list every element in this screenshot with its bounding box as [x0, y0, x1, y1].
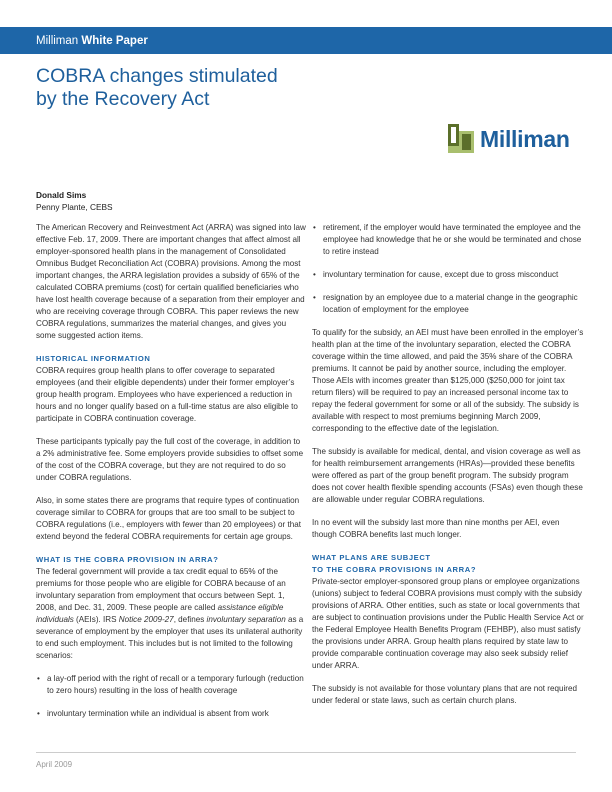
- milliman-logo-mark-icon: [448, 124, 474, 153]
- scenario-list-right: [312, 222, 584, 316]
- logo-wordmark: Milliman: [480, 126, 570, 152]
- list-item: [312, 222, 584, 258]
- provision-paragraph: [36, 566, 306, 662]
- milliman-logo: [448, 124, 578, 154]
- plans-paragraph: Private-sector employer-sponsored group plans or employee organizations (unions) subject to federal COBRA provisions must comply with the subsidy provisions of ARRA. Other entities, such as state or local governments that are subject to continuation provisions under the Public Health Service Act or the Federal Employee Health Benefits Program (FEHBP), also must satisfy the provisions under ARRA. Group health plans required by state law to provide comparable continuation coverage may also seek subsidy relief under ARRA.: [312, 577, 584, 670]
- footer-divider: [36, 752, 576, 753]
- list-item-text: resignation by an employee due to a material change in the geographic location of employment for the employee: [323, 293, 578, 314]
- provision-notice-ref: Notice 2009-27: [118, 615, 174, 624]
- qualify-paragraph: To qualify for the subsidy, an AEI must have been enrolled in the employer’s health plan at the time of the involuntary separation, elected the COBRA coverage within the time allowed, and paid the 35% share of the COBRA premiums. It cannot be paid by another source, including the employer. Those AEIs with incomes greater than $125,000 ($250,000 for joint tax return filers) will be required to pay an increased personal income tax to repay the federal government for some or all of the subsidy. The subsidy is available with respect to most premiums beginning March 2009, corresponding to the effective date of the legislation.: [312, 328, 584, 433]
- list-item-text: retirement, if the employer would have terminated the employee and the employee had knowledge that he or she would be terminated and chose to retire instead: [323, 223, 582, 256]
- provision-text-b: (AEIs). IRS: [73, 615, 119, 624]
- title-line-1: COBRA changes stimulated: [36, 65, 278, 87]
- author-2: Penny Plante, CEBS: [36, 202, 113, 212]
- footer-date: April 2009: [36, 760, 73, 769]
- list-item: [36, 708, 306, 720]
- heading-plans-line-2: TO THE COBRA PROVISIONS IN ARRA?: [312, 565, 477, 574]
- heading-provision: WHAT IS THE COBRA PROVISION IN ARRA?: [36, 555, 219, 564]
- bullet-icon: •: [313, 293, 316, 302]
- heading-plans: [312, 552, 584, 576]
- provision-text-c: , defines: [173, 615, 207, 624]
- provision-text-a: The federal government will provide a tax credit equal to 65% of the premiums for those people who are eligible for COBRA because of an involuntary separation from employment that occurs between Sept. 1, 2008, and Dec. 31, 2009. These people are called: [36, 567, 286, 612]
- list-item: [36, 673, 306, 697]
- left-column: [36, 222, 306, 731]
- list-item: [312, 292, 584, 316]
- historical-paragraph-2: These participants typically pay the full cost of the coverage, in addition to a 2% administrative fee. Some employers provide subsidies to offset some of the cost of the COBRA coverage, but they are not required to do so under COBRA regulations.: [36, 437, 304, 482]
- voluntary-plans-paragraph: The subsidy is not available for those voluntary plans that are not required under federal or state laws, such as certain church plans.: [312, 684, 577, 705]
- header-label: [36, 35, 148, 48]
- bullet-icon: •: [313, 270, 316, 279]
- authors: [36, 189, 113, 213]
- header-brand: Milliman: [36, 35, 79, 47]
- list-item: [312, 269, 584, 281]
- list-item-text: a lay-off period with the right of recall or a temporary furlough (reduction to zero hours) resulting in the loss of health coverage: [47, 674, 304, 695]
- heading-plans-line-1: WHAT PLANS ARE SUBJECT: [312, 553, 431, 562]
- provision-text-d: as a severance of employment by the employer that uses its unilateral authority to end such employment. This includes but is not limited to the following scenarios:: [36, 615, 304, 660]
- duration-paragraph: In no event will the subsidy last more than nine months per AEI, even though COBRA benefits last much longer.: [312, 518, 560, 539]
- right-column: [312, 222, 584, 718]
- provision-term-aei: assistance eligible individuals: [36, 603, 284, 624]
- scenario-list-left: [36, 673, 306, 720]
- header-doc-type: White Paper: [81, 35, 148, 47]
- provision-term-involuntary: involuntary separation: [206, 615, 286, 624]
- bullet-icon: •: [37, 709, 40, 718]
- author-1: Donald Sims: [36, 190, 87, 200]
- bullet-icon: •: [313, 223, 316, 232]
- historical-paragraph-3: Also, in some states there are programs that require types of continuation coverage similar to COBRA for groups that are too small to be subject to COBRA regulations (i.e., employers with fewer than 20 employees) or that extend beyond the federal COBRA requirements for certain age groups.: [36, 496, 301, 541]
- heading-historical: HISTORICAL INFORMATION: [36, 354, 151, 363]
- title-line-2: by the Recovery Act: [36, 88, 210, 110]
- coverage-paragraph: The subsidy is available for medical, dental, and vision coverage as well as for health reimbursement arrangements (HRAs)—provided these benefits were offered as part of the group benefit program. The subsidy program does not cover health flexible spending accounts (FSAs) even though these are allowable under regular COBRA regulations.: [312, 447, 583, 504]
- historical-paragraph-1: COBRA requires group health plans to offer coverage to separated employees (and their eligible dependents) under their former employer’s group health program. Employees who have experienced a reduction in hours and no longer qualify based on a full-time status are also eligible to participate in COBRA continuation coverage.: [36, 366, 298, 423]
- list-item-text: involuntary termination while an individual is absent from work: [47, 709, 269, 718]
- intro-paragraph: The American Recovery and Reinvestment Act (ARRA) was signed into law effective Feb. 17, 2009. There are important changes that affect almost all employer-sponsored health plans in the management of Consolidated Omnibus Budget Reconciliation Act (COBRA) provisions. Among the most important changes, the ARRA legislation provides a subsidy of 65% of the calculated COBRA premiums (cost) for certain qualified beneficiaries who have lost health coverage because of a separation from their employer and who are receiving coverage through COBRA. This paper reviews the new COBRA regulations, summarizes the material changes, and gives you some suggested action items.: [36, 223, 306, 340]
- list-item-text: involuntary termination for cause, except due to gross misconduct: [323, 270, 559, 279]
- bullet-icon: •: [37, 674, 40, 683]
- page-title: [36, 65, 356, 111]
